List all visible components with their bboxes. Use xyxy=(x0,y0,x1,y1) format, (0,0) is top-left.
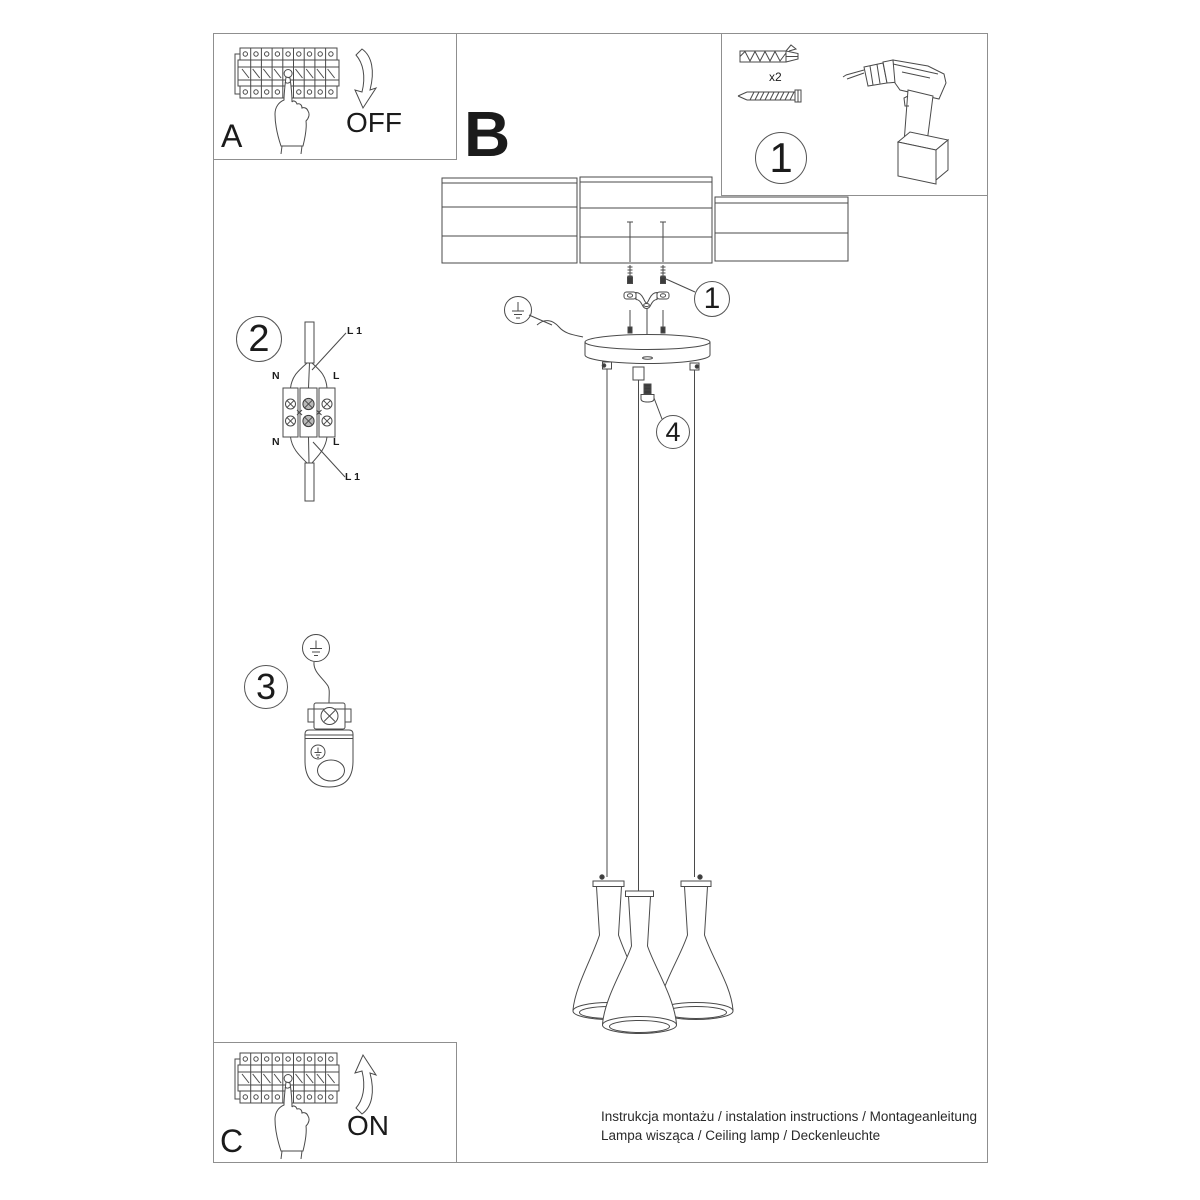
terminal-screws xyxy=(286,398,333,426)
section-b-label: B xyxy=(464,98,511,170)
ground-leader-line xyxy=(529,315,552,325)
cord-grip-icon xyxy=(641,384,654,402)
hanger-studs xyxy=(628,309,665,338)
wire-label-l1-top: L 1 xyxy=(347,325,362,337)
ground-symbol-icon xyxy=(505,297,532,324)
mounting-bracket-icon xyxy=(624,292,669,309)
anchor-count-label: x2 xyxy=(769,70,782,84)
mains-wire xyxy=(537,321,583,337)
wall-plug-icon xyxy=(740,45,798,62)
suspension-cables xyxy=(607,369,695,892)
lamp-assembly-figure xyxy=(430,165,860,1045)
panel-c-state: ON xyxy=(347,1110,389,1141)
breaker-off-icon xyxy=(226,42,451,156)
callout-1-number: 1 xyxy=(703,282,721,315)
ground-terminal-icon xyxy=(308,703,351,729)
wire-label-n-top: N xyxy=(272,370,280,382)
wire-label-l-top: L xyxy=(333,370,340,382)
fixings-icon xyxy=(725,40,855,110)
drill-icon xyxy=(840,52,960,190)
ground-symbol-icon xyxy=(303,635,330,662)
part4-leader-line xyxy=(654,398,662,419)
step-3-badge xyxy=(244,665,288,709)
screw-icon xyxy=(738,90,801,102)
ceiling-canopy xyxy=(585,335,710,364)
lamp-mount-icon xyxy=(305,730,353,787)
footer-line-1: Instrukcja montażu / instalation instructions / Montageanleitung xyxy=(601,1109,977,1124)
ground-connection-icon xyxy=(295,628,365,793)
part1-leader-line xyxy=(666,279,695,292)
kit-step-number: 1 xyxy=(769,134,793,181)
arrow-down-icon xyxy=(355,49,376,108)
panel-a-label: A xyxy=(221,118,243,154)
arrow-up-icon xyxy=(355,1055,376,1114)
panel-c-label: C xyxy=(220,1123,244,1159)
cable-glands xyxy=(602,362,699,380)
footer-line-2: Lampa wisząca / Ceiling lamp / Deckenleuchte xyxy=(601,1128,881,1143)
mounting-screws-icon xyxy=(628,265,666,284)
callout-1-kit xyxy=(755,132,807,184)
step-2-number: 2 xyxy=(248,318,270,360)
wire-label-l1-bottom: L 1 xyxy=(345,471,360,483)
callout-4-cord-grip xyxy=(656,415,690,449)
pilot-holes xyxy=(627,222,666,262)
wire-label-n-bottom: N xyxy=(272,436,280,448)
wire-label-l-bottom: L xyxy=(333,436,340,448)
callout-4-number: 4 xyxy=(665,416,681,447)
panel-a-state: OFF xyxy=(346,107,402,138)
step-3-number: 3 xyxy=(255,666,277,707)
breaker-on-icon xyxy=(226,1047,451,1161)
callout-1-bracket xyxy=(694,281,730,317)
